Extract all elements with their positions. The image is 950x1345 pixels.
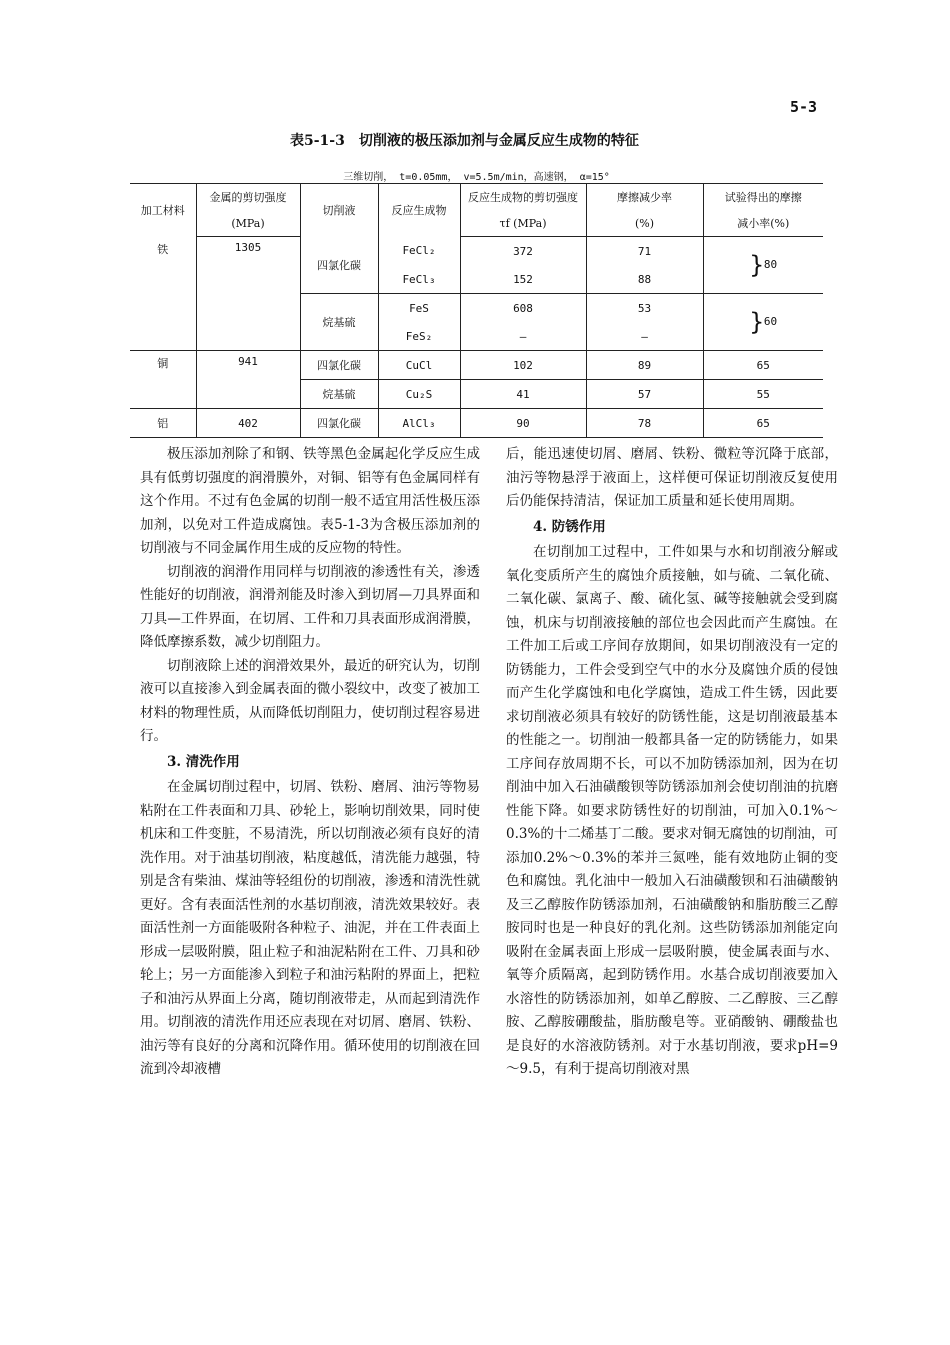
right-column xyxy=(506,443,838,1082)
paragraph: 后，能迅速使切屑、磨屑、铁粉、微粒等沉降于底部，油污等物悬浮于液面上，这样便可保证切削液反复使用后仍能保持清洁，保证加工质量和延长使用周期。 xyxy=(506,446,838,509)
header-product: 反应生成物 xyxy=(378,184,460,237)
cell-fluid: 四氯化碳 xyxy=(300,237,378,294)
table-row xyxy=(130,237,823,266)
cell-product: AlCl₃ xyxy=(378,409,460,438)
header-shear-l2: (MPa) xyxy=(196,210,300,237)
page-number: 5-3 xyxy=(790,98,818,116)
header-shear-l1: 金属的剪切强度 xyxy=(196,184,300,211)
cell-friction: 88 xyxy=(586,265,703,294)
paragraph: 极压添加剂除了和钢、铁等黑色金属起化学反应生成具有低剪切强度的润滑膜外，对铜、铝等有色金属同样有这个作用。不过有色金属的切削一般不适宜用活性极压添加剂，以免对工件造成腐蚀。表5-1-3为含极压添加剂的切削液与不同金属作用生成的反应物的特性。 xyxy=(140,446,480,556)
cell-product: Cu₂S xyxy=(378,380,460,409)
cell-product: FeS₂ xyxy=(378,322,460,351)
cell-strength: 402 xyxy=(196,409,300,438)
cell-material: 铝 xyxy=(130,409,196,438)
cell-prod-shear: 90 xyxy=(460,409,586,438)
paragraph: 切削液的润滑作用同样与切削液的渗透性有关，渗透性能好的切削液，润滑剂能及时渗入到切屑—刀具界面和刀具—工件界面，在切屑、工件和刀具表面形成润滑膜，降低摩擦系数，减少切削阻力。 xyxy=(140,563,480,650)
header-test-l1: 试验得出的摩擦 xyxy=(703,184,823,211)
brace-icon: } xyxy=(749,308,764,336)
header-prod-shear-l1: 反应生成物的剪切强度 xyxy=(460,184,586,211)
cell-friction: — xyxy=(586,322,703,351)
cell-test: 55 xyxy=(703,380,823,409)
cell-friction: 89 xyxy=(586,351,703,380)
cell-friction: 57 xyxy=(586,380,703,409)
cell-prod-shear: 608 xyxy=(460,294,586,323)
cell-prod-shear: — xyxy=(460,322,586,351)
brace-icon: } xyxy=(749,251,764,279)
cell-product: FeCl₂ xyxy=(378,237,460,266)
cell-test: 65 xyxy=(703,409,823,438)
cell-fluid: 烷基硫 xyxy=(300,380,378,409)
cell-test: 65 xyxy=(703,351,823,380)
cell-material: 铜 xyxy=(130,351,196,409)
cell-strength: 941 xyxy=(196,351,300,409)
paragraph: 在切削加工过程中，工件如果与水和切削液分解或氧化变质所产生的腐蚀介质接触，如与硫、二氧化硫、二氧化碳、氯离子、酸、硫化氢、碱等接触就会受到腐蚀，机床与切削液接触的部位也会因此而产生腐蚀。在工件加工后或工序间存放期间，如果切削液没有一定的防锈能力，工件会受到空气中的水分及腐蚀介质的侵蚀而产生化学腐蚀和电化学腐蚀，造成工件生锈，因此要求切削液必须具有较好的防锈性能，这是切削液最基本的性能之一。切削油一般都具备一定的防锈能力，如果工序间存放周期不长，可以不加防锈添加剂，因为在切削油中加入石油磺酸钡等防锈添加剂会使切削油的抗磨性能下降。如要求防锈性好的切削油，可加入0.1%～0.3%的十二烯基丁二酸。要求对铜无腐蚀的切削油，可添加0.2%～0.3%的苯并三氮唑，能有效地防止铜的变色和腐蚀。乳化油中一般加入石油磺酸钡和石油磺酸钠及三乙醇胺作防锈添加剂，石油磺酸钠和脂肪酸三乙醇胺同时也是一种良好的乳化剂。这些防锈添加剂能定向吸附在金属表面上形成一层吸附膜，使金属表面与水、氧等介质隔离，起到防锈作用。水基合成切削液要加入水溶性的防锈添加剂，如单乙醇胺、二乙醇胺、三乙醇胺、乙醇胺硼酸盐，脂肪酸皂等。亚硝酸钠、硼酸盐也是良好的水溶液防锈剂。对于水基切削液，要求pH=9～9.5，有利于提高切削液对黑 xyxy=(506,544,838,1077)
cell-prod-shear: 41 xyxy=(460,380,586,409)
cell-material: 铁 xyxy=(157,242,169,256)
cell-product: FeS xyxy=(378,294,460,323)
test-condition: 三维切削， t=0.05mm， v=5.5m/min，高速钢， α=15° xyxy=(130,168,823,184)
header-friction-l1: 摩擦减少率 xyxy=(586,184,703,211)
left-column xyxy=(140,443,480,1082)
header-prod-shear-l2: τf (MPa) xyxy=(460,210,586,237)
header-fluid: 切削液 xyxy=(300,184,378,237)
cell-fluid: 四氯化碳 xyxy=(300,351,378,380)
table-row xyxy=(130,409,823,438)
cell-prod-shear: 152 xyxy=(460,265,586,294)
header-material: 加工材料 xyxy=(140,204,185,218)
section-heading-rust: 4. 防锈作用 xyxy=(533,518,606,535)
data-table xyxy=(130,168,823,438)
cell-product: FeCl₃ xyxy=(378,265,460,294)
header-test-l2: 减小率(%) xyxy=(703,210,823,237)
paragraph: 在金属切削过程中，切屑、铁粉、磨屑、油污等物易粘附在工件表面和刀具、砂轮上，影响切削效果，同时使机床和工件变脏，不易清洗，所以切削液必须有良好的清洗作用。对于油基切削液，粘度越低，清洗能力越强，特别是含有柴油、煤油等轻组份的切削液，渗透和清洗性就更好。含有表面活性剂的水基切削液，清洗效果较好。表面活性剂一方面能吸附各种粒子、油泥，并在工件表面上形成一层吸附膜，阻止粒子和油泥粘附在工件、刀具和砂轮上；另一方面能渗入到粒子和油污粘附的界面上，把粒子和油污从界面上分离，随切削液带走，从而起到清洗作用。切削液的清洗作用还应表现在对切屑、磨屑、铁粉、油污等有良好的分离和沉降作用。循环使用的切削液在回流到冷却液槽 xyxy=(140,779,480,1077)
cell-prod-shear: 102 xyxy=(460,351,586,380)
section-heading-cleaning: 3. 清洗作用 xyxy=(167,753,240,770)
cell-friction: 53 xyxy=(586,294,703,323)
cell-test: }60 xyxy=(703,294,823,351)
cell-fluid: 烷基硫 xyxy=(300,294,378,351)
cell-fluid: 四氯化碳 xyxy=(300,409,378,438)
cell-test: }80 xyxy=(703,237,823,294)
cell-product: CuCl xyxy=(378,351,460,380)
table-caption: 表5-1-3 切削液的极压添加剂与金属反应生成物的特征 xyxy=(290,133,639,149)
header-friction-l2: (%) xyxy=(586,210,703,237)
cell-prod-shear: 372 xyxy=(460,237,586,266)
cell-friction: 71 xyxy=(586,237,703,266)
table-row xyxy=(130,351,823,380)
paragraph: 切削液除上述的润滑效果外，最近的研究认为，切削液可以直接渗入到金属表面的微小裂纹中，改变了被加工材料的物理性质，从而降低切削阻力，使切削过程容易进行。 xyxy=(140,657,480,744)
cell-friction: 78 xyxy=(586,409,703,438)
cell-strength: 1305 xyxy=(196,237,300,351)
